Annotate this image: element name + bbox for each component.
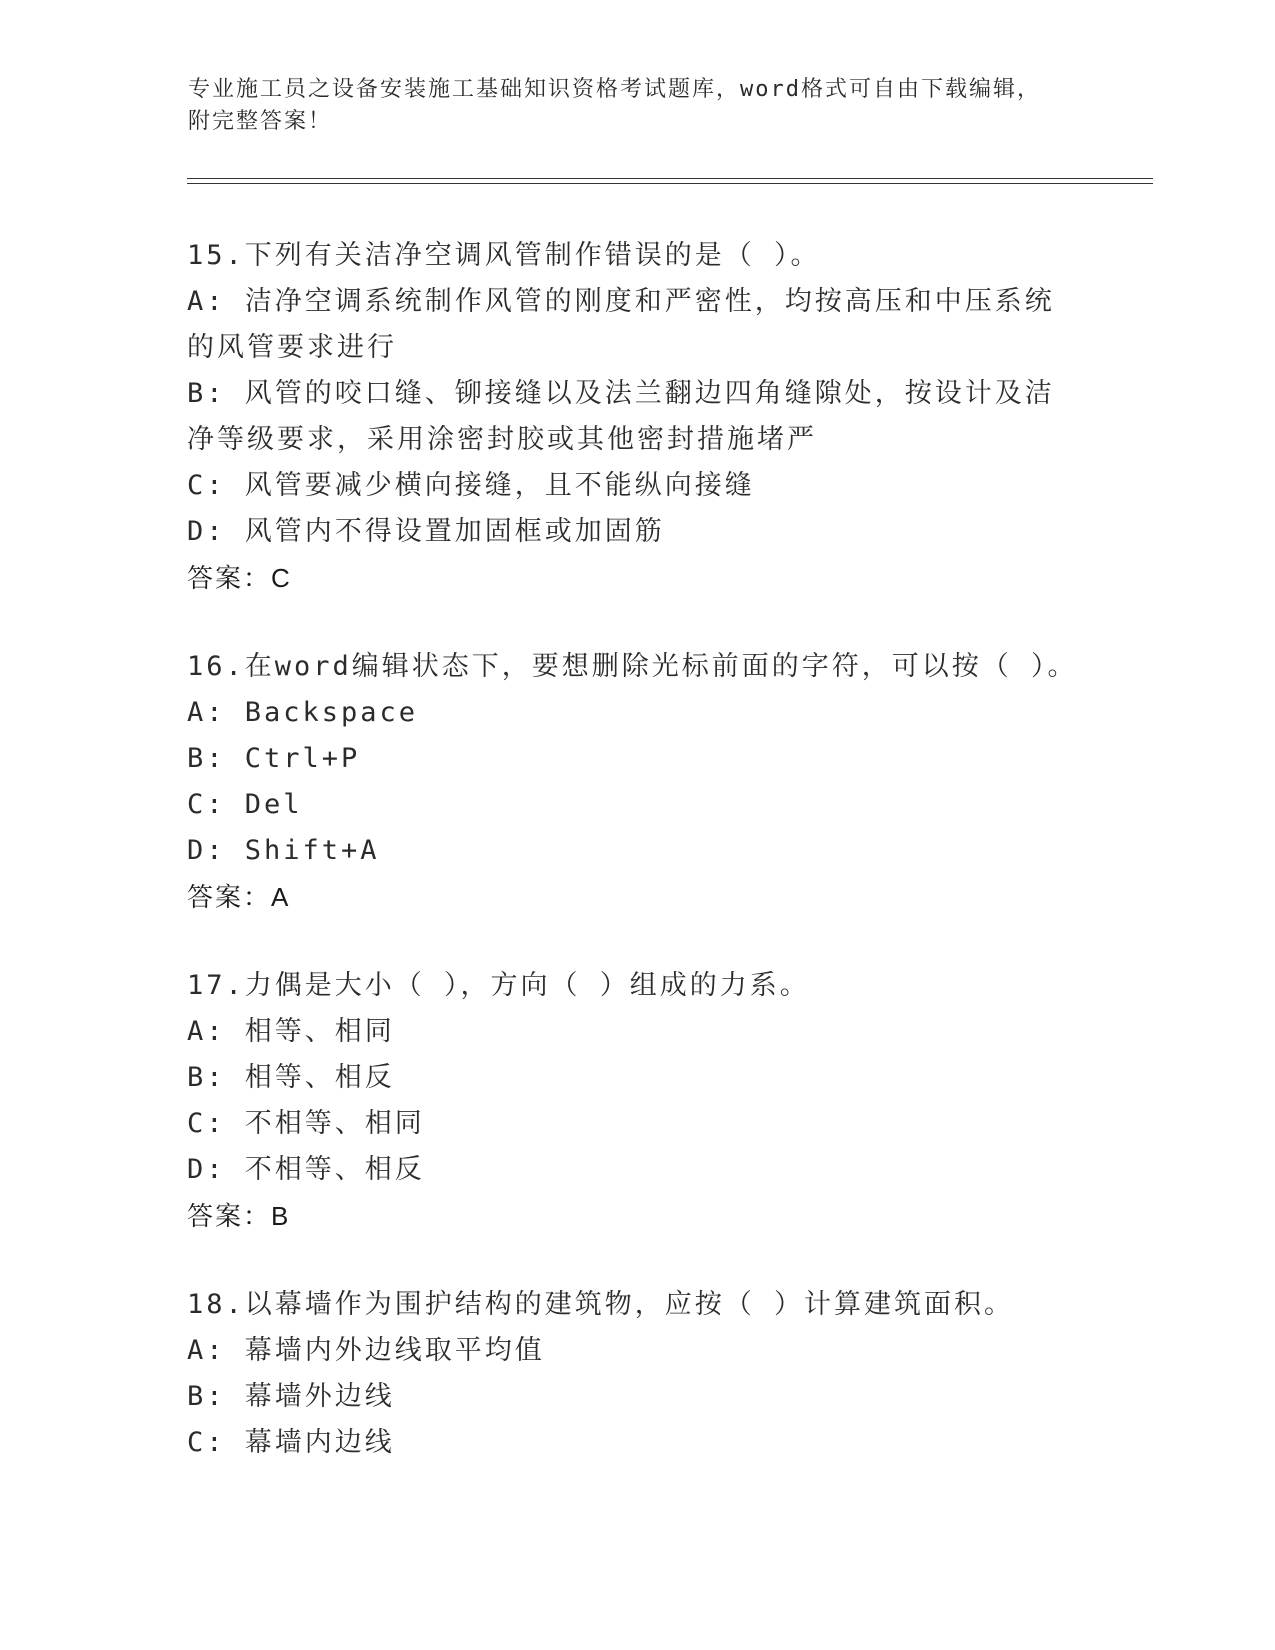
option-b: B: 幕墙外边线 bbox=[187, 1381, 395, 1412]
answer-text: 答案：B bbox=[187, 1201, 291, 1231]
option-a: A: 洁净空调系统制作风管的刚度和严密性，均按高压和中压系统的风管要求进行 bbox=[187, 286, 1055, 363]
option-a: A: 相等、相同 bbox=[187, 1016, 395, 1047]
option-c: C: 幕墙内边线 bbox=[187, 1427, 395, 1458]
option-b: B: 相等、相反 bbox=[187, 1062, 395, 1093]
option-b: B: 风管的咬口缝、铆接缝以及法兰翻边四角缝隙处，按设计及洁净等级要求，采用涂密封胶或其他密封措施堵严 bbox=[187, 378, 1055, 455]
option-a: A: Backspace bbox=[187, 697, 419, 728]
question-stem: 18.以幕墙作为围护结构的建筑物，应按（ ）计算建筑面积。 bbox=[187, 1289, 1015, 1320]
option-a: A: 幕墙内外边线取平均值 bbox=[187, 1335, 545, 1366]
option-d: D: 不相等、相反 bbox=[187, 1154, 425, 1185]
question-15 bbox=[187, 233, 1087, 601]
question-stem: 17.力偶是大小（ ），方向（ ）组成的力系。 bbox=[187, 970, 810, 1001]
option-c: C: Del bbox=[187, 789, 303, 820]
option-c: C: 风管要减少横向接缝，且不能纵向接缝 bbox=[187, 470, 755, 501]
option-c: C: 不相等、相同 bbox=[187, 1108, 425, 1139]
header-divider-bottom bbox=[187, 183, 1153, 184]
header-line-1: 专业施工员之设备安装施工基础知识资格考试题库，word格式可自由下载编辑， bbox=[188, 77, 1041, 102]
question-18 bbox=[187, 1282, 1087, 1466]
option-d: D: 风管内不得设置加固框或加固筋 bbox=[187, 516, 665, 547]
option-b: B: Ctrl+P bbox=[187, 743, 361, 774]
question-stem: 15.下列有关洁净空调风管制作错误的是（ ）。 bbox=[187, 240, 821, 271]
answer-text: 答案：C bbox=[187, 563, 292, 593]
question-16 bbox=[187, 644, 1087, 920]
header-divider-top bbox=[187, 178, 1153, 179]
question-stem: 16.在word编辑状态下，要想删除光标前面的字符，可以按（ ）。 bbox=[187, 651, 1078, 682]
document-header bbox=[188, 74, 1088, 138]
header-line-2: 附完整答案！ bbox=[188, 109, 333, 134]
answer-text: 答案：A bbox=[187, 882, 291, 912]
question-17 bbox=[187, 963, 1087, 1239]
option-d: D: Shift+A bbox=[187, 835, 380, 866]
